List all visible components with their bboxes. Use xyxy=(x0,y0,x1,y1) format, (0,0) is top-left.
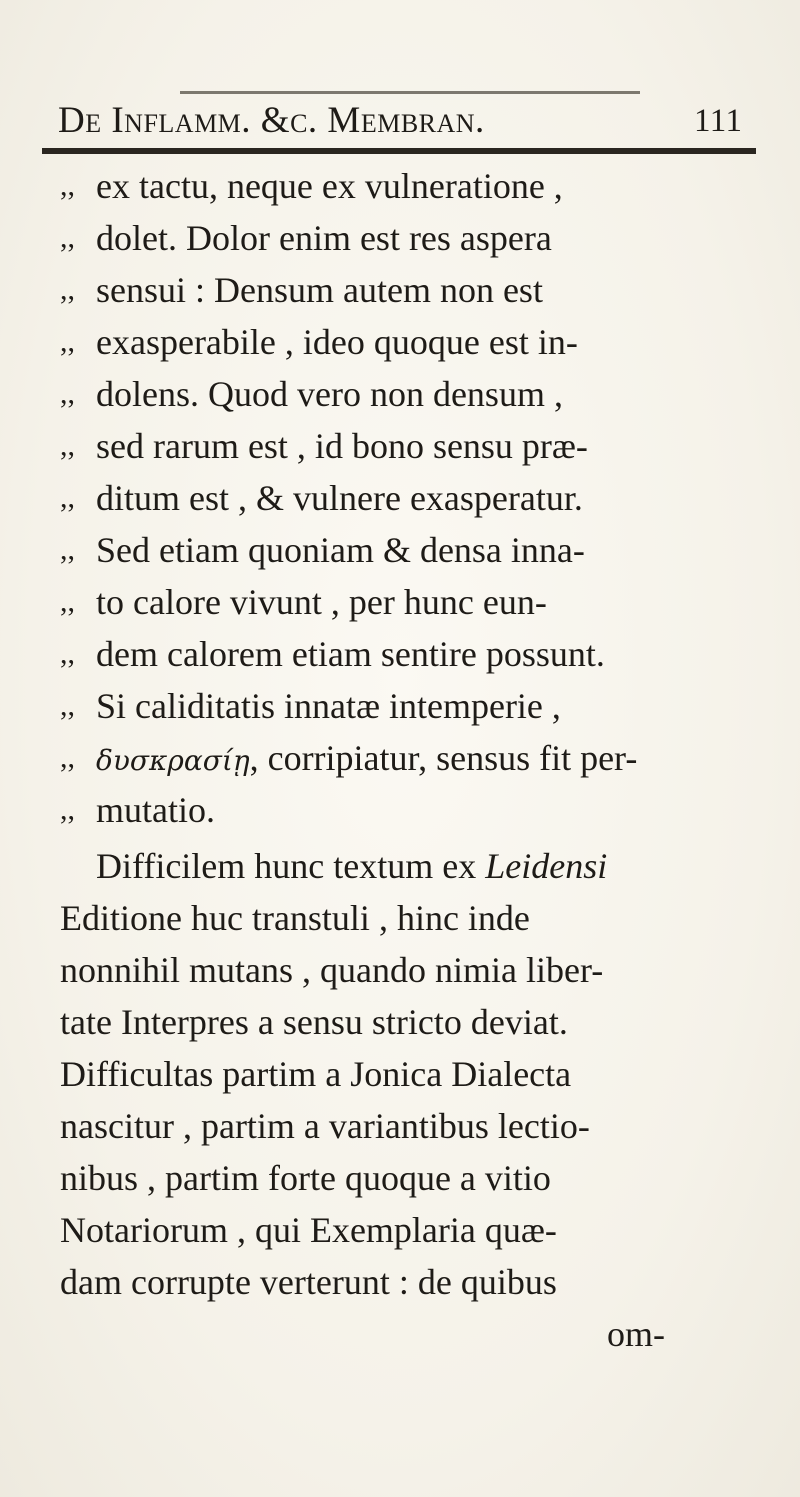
paragraph-line: tate Interpres a sensu stricto deviat. xyxy=(60,1002,568,1042)
paragraph-line: nascitur , partim a variantibus lectio- xyxy=(60,1106,590,1146)
paragraph-line: Editione huc transtuli , hinc inde xyxy=(60,898,530,938)
paragraph-line: Notariorum , qui Exemplaria quæ- xyxy=(60,1210,557,1250)
italic-word: Leidensi xyxy=(485,846,608,886)
catchword: om- xyxy=(607,1314,665,1354)
paragraph-line: dam corrupte verterunt : de quibus xyxy=(60,1262,557,1302)
running-title: De Inflamm. &c. Membran. xyxy=(58,100,485,141)
greek-word: δυσκρασίῃ xyxy=(96,744,250,777)
paragraph-line: nibus , partim forte quoque a vitio xyxy=(60,1158,551,1198)
paragraph-line: nonnihil mutans , quando nimia liber- xyxy=(60,950,604,990)
paragraph-line: Difficilem hunc textum ex Leidensi xyxy=(96,846,608,886)
page-text: ,, ex tactu, neque ex vulneratione , ,, dolet. Dolor enim est res aspera ,, sensui : Densum autem non est ,, exasperabile , ideo quoque est in- ,, dolens. Quod vero non densum , ,, sed rarum est , id bono sensu præ- ,, ditum est , & vulnere exasperatur. ,, Sed etiam quoniam & densa inna- ,, to calore vivunt , per hunc eun- ,, dem calorem etiam sentire possunt. ,, Si caliditatis innatæ intemperie , ,, δυσκρασίῃ, corripiatur, sensus fit per- ,, mutatio. Difficilem hunc textum ex Leidensi Editione huc transtuli , hinc inde nonnihil mutans , quando nimia liber- tate Interpres a sensu stricto deviat. Difficultas partim a Jonica Dialecta nascitur , partim a variantibus lectio- nibus , partim forte quoque a vitio Notariorum , qui Exemplaria quæ- dam corrupte verterunt : de quibus om- xyxy=(0,0,800,1497)
page-number: 111 xyxy=(694,103,743,139)
paragraph-line: Difficultas partim a Jonica Dialecta xyxy=(60,1054,572,1094)
